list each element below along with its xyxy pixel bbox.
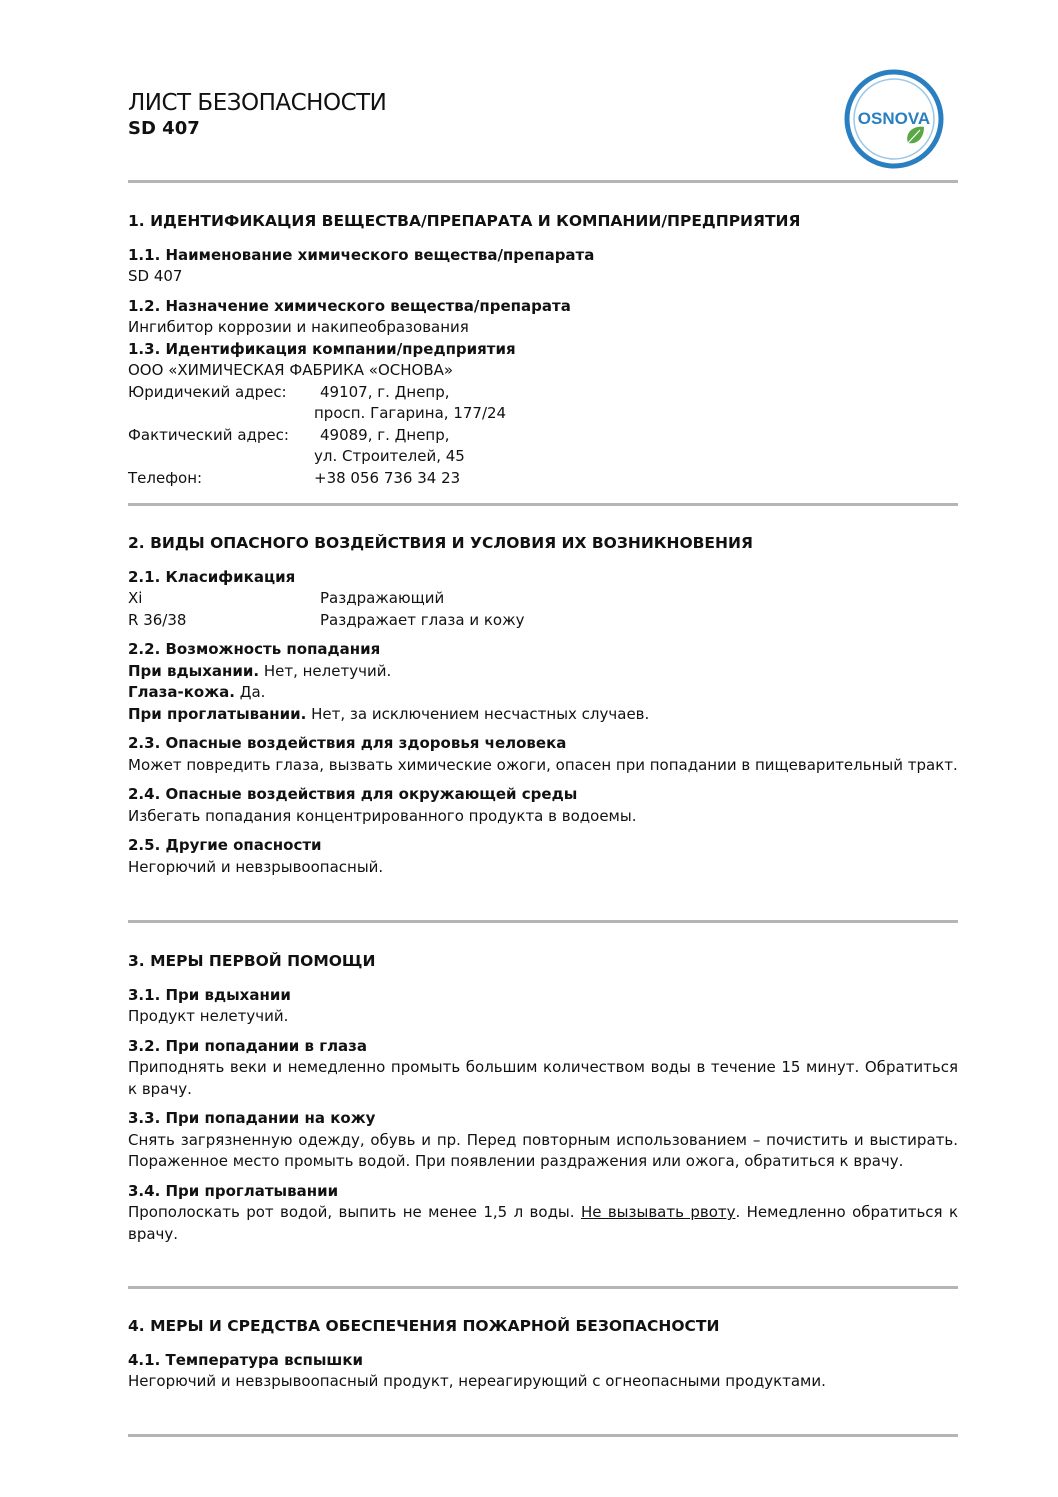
subsection-heading: 1.2. Назначение химического вещества/препарата (128, 296, 571, 315)
section-3: 3. МЕРЫ ПЕРВОЙ ПОМОЩИ 3.1. При вдыхании Продукт нелетучий. 3.2. При попадании в глаза Приподнять веки и немедленно промыть большим количеством воды в течение 15 минут. Обратиться к врачу. 3.3. При попадании на кожу Снять загрязненную одежду, обувь и пр. Перед повторным использованием – почистить и выстирать. Пораженное место промыть водой. При появлении раздражения или ожога, обратиться к врачу. 3.4. При проглатывании Прополоскать рот водой, выпить не менее 1,5 л воды. Не вызывать рвоту. Немедленно обратиться к врачу. (128, 952, 959, 1243)
phone-number: +38 056 736 34 23 (314, 468, 461, 487)
divider (128, 180, 958, 183)
document-title: ЛИСТ БЕЗОПАСНОСТИ (128, 90, 387, 116)
subsection-heading: 2.1. Класификация (128, 567, 296, 586)
subsection-heading: 2.2. Возможность попадания (128, 640, 381, 658)
subsection-heading: 1.1. Наименование химического вещества/препарата (128, 245, 595, 264)
section-heading: 4. МЕРЫ И СРЕДСТВА ОБЕСПЕЧЕНИЯ ПОЖАРНОЙ БЕЗОПАСНОСТИ (128, 1317, 720, 1335)
section-4: 4. МЕРЫ И СРЕДСТВА ОБЕСПЕЧЕНИЯ ПОЖАРНОЙ БЕЗОПАСНОСТИ 4.1. Температура вспышки Негорючий и невзрывоопасный продукт, нереагирующий с огнеопасными продуктами. (128, 1316, 958, 1393)
legal-address: Юридичекий адрес: 49107, г. Днепр, (128, 382, 450, 401)
osnova-logo (842, 67, 946, 171)
divider (128, 503, 958, 506)
product-purpose: Ингибитор коррозии и накипеобразования (128, 318, 469, 336)
section-heading: 2. ВИДЫ ОПАСНОГО ВОЗДЕЙСТВИЯ И УСЛОВИЯ ИХ ВОЗНИКНОВЕНИЯ (128, 534, 753, 552)
section-heading: 3. МЕРЫ ПЕРВОЙ ПОМОЩИ (128, 952, 376, 970)
subsection-heading: 3.4. При проглатывании (128, 1181, 339, 1200)
subsection-heading: 3.3. При попадании на кожу (128, 1109, 376, 1127)
product-name: SD 407 (128, 267, 183, 285)
product-code: SD 407 (128, 118, 200, 139)
section-heading: 1. ИДЕНТИФИКАЦИЯ ВЕЩЕСТВА/ПРЕПАРАТА И КОМПАНИИ/ПРЕДПРИЯТИЯ (128, 212, 801, 230)
subsection-heading: 2.4. Опасные воздействия для окружающей среды (128, 785, 578, 803)
section-1: 1. ИДЕНТИФИКАЦИЯ ВЕЩЕСТВА/ПРЕПАРАТА И КОМПАНИИ/ПРЕДПРИЯТИЯ 1.1. Наименование химического вещества/препарата SD 407 1.2. Назначение химического вещества/препарата Ингибитор коррозии и накипеобразования 1.3. Идентификация компании/предприятия ООО «ХИМИЧЕСКАЯ ФАБРИКА «ОСНОВА» Юридичекий адрес: 49107, г. Днепр, просп. Гагарина, 177/24 Фактический адрес: 49089, г. Днепр, ул. Строителей, 45 Телефон: +38 056 736 34 23 (128, 211, 958, 489)
section-2: 2. ВИДЫ ОПАСНОГО ВОЗДЕЙСТВИЯ И УСЛОВИЯ ИХ ВОЗНИКНОВЕНИЯ 2.1. Класификация Xi Раздражающий R 36/38 Раздражает глаза и кожу 2.2. Возможность попадания При вдыхании. Нет, нелетучий. Глаза-кожа. Да. При проглатывании. Нет, за исключением несчастных случаев. 2.3. Опасные воздействия для здоровья человека Может повредить глаза, вызвать химические ожоги, опасен при попадании в пищеварительный тракт. 2.4. Опасные воздействия для окружающей среды Избегать попадания концентрированного продукта в водоемы. 2.5. Другие опасности Негорючий и невзрывоопасный. (128, 534, 958, 876)
subsection-heading: 1.3. Идентификация компании/предприятия (128, 339, 516, 358)
divider (128, 920, 958, 923)
logo-text: OSNOVA (857, 109, 931, 128)
subsection-heading: 2.3. Опасные воздействия для здоровья человека (128, 734, 567, 752)
company-name: ООО «ХИМИЧЕСКАЯ ФАБРИКА «ОСНОВА» (128, 361, 454, 379)
subsection-heading: 3.2. При попадании в глаза (128, 1036, 368, 1055)
divider (128, 1434, 958, 1437)
actual-address: Фактический адрес: 49089, г. Днепр, (128, 425, 450, 444)
subsection-heading: 3.1. При вдыхании (128, 985, 291, 1004)
subsection-heading: 4.1. Температура вспышки (128, 1350, 364, 1369)
phone-row: Телефон: +38 056 736 34 23 (128, 468, 958, 490)
classification-row: R 36/38 Раздражает глаза и кожу (128, 610, 525, 629)
divider (128, 1286, 958, 1289)
classification-row: Xi Раздражающий (128, 589, 445, 607)
subsection-heading: 2.5. Другие опасности (128, 836, 322, 854)
